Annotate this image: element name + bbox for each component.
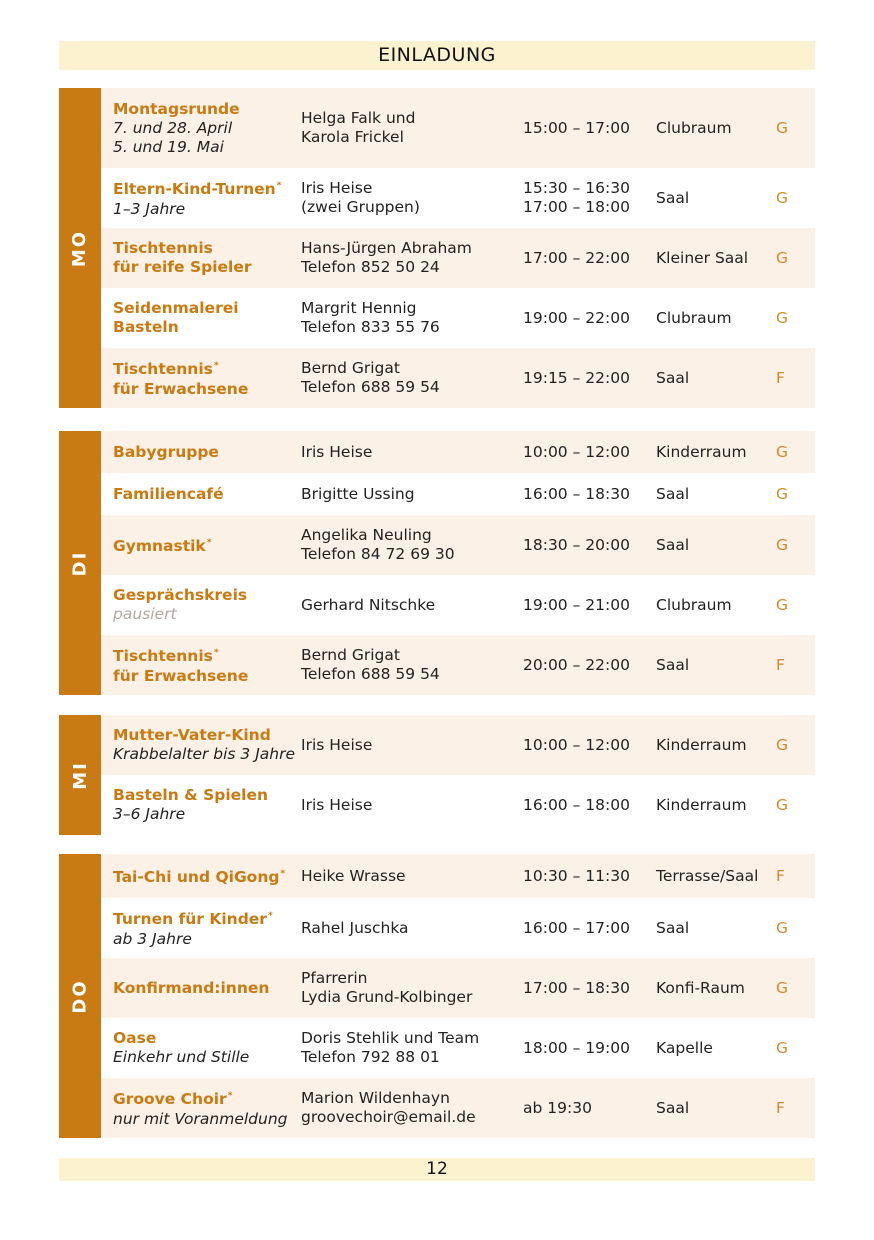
time-cell (523, 958, 630, 1018)
contact-cell (301, 288, 440, 348)
asterisk-marker: * (206, 537, 212, 548)
time-cell (523, 575, 630, 635)
contact-line: Rahel Juschka (301, 918, 409, 937)
time-cell (523, 635, 630, 695)
activity-subtitle: nur mit Voranmeldung (113, 1109, 288, 1128)
room-cell: Kapelle (656, 1038, 713, 1057)
activity-title: Tischtennis (113, 239, 213, 257)
schedule-row (101, 168, 815, 228)
asterisk-marker: * (227, 1091, 233, 1102)
activity-title-line (113, 907, 273, 929)
contact-cell (301, 958, 472, 1018)
schedule-row (101, 348, 815, 408)
contact-line: Telefon 688 59 54 (301, 378, 440, 396)
contact-cell (301, 635, 440, 695)
activity-title-line (113, 357, 248, 379)
activity-title: Tischtennis (113, 647, 213, 666)
contact-line: Bernd Grigat (301, 359, 400, 377)
contact-cell (301, 473, 415, 515)
contact-line: Margrit Hennig (301, 299, 417, 317)
room-cell: Saal (656, 1098, 690, 1117)
asterisk-marker: * (267, 911, 273, 922)
day-label-band (59, 431, 101, 695)
contact-line: Telefon 792 88 01 (301, 1048, 440, 1066)
activity-title-line (113, 485, 224, 504)
fee-code: G (776, 978, 789, 997)
contact-line: Iris Heise (301, 735, 373, 754)
asterisk-marker: * (213, 648, 219, 659)
time-line: 17:00 – 18:30 (523, 978, 630, 997)
time-line: 19:15 – 22:00 (523, 368, 630, 387)
room-cell: Saal (656, 535, 690, 554)
contact-line: Bernd Grigat (301, 646, 400, 664)
contact-line: Gerhard Nitschke (301, 595, 436, 614)
activity-title-line (113, 177, 281, 199)
contact-cell (301, 898, 409, 958)
activity-title-second-line: für reife Spieler (113, 258, 252, 276)
schedule-row (101, 515, 815, 575)
time-cell (523, 775, 630, 835)
activity-title: Seidenmalerei (113, 299, 239, 317)
activity-title-line (113, 726, 295, 745)
activity-cell (113, 88, 240, 168)
activity-title: Basteln & Spielen (113, 786, 269, 804)
asterisk-marker: * (213, 361, 219, 372)
schedule-row (101, 958, 815, 1018)
contact-cell (301, 168, 420, 228)
day-label-band (59, 854, 101, 1138)
time-line: 10:00 – 12:00 (523, 735, 630, 754)
contact-line: Telefon 852 50 24 (301, 258, 440, 276)
time-line: 10:30 – 11:30 (523, 866, 630, 885)
page-header: EINLADUNG (59, 41, 815, 70)
day-label: MO (69, 229, 91, 267)
contact-line: Heike Wrasse (301, 866, 406, 885)
room-cell: Saal (656, 188, 690, 207)
activity-cell (113, 288, 239, 348)
activity-title: Tai-Chi und QiGong (113, 868, 280, 887)
activity-title-line (113, 534, 211, 556)
activity-title-line (113, 443, 219, 462)
schedule-rows (101, 88, 815, 408)
activity-title-line (113, 979, 269, 998)
activity-subtitle: ab 3 Jahre (113, 929, 192, 948)
activity-title-line (113, 239, 252, 258)
contact-line: Lydia Grund-Kolbinger (301, 988, 473, 1006)
asterisk-marker: * (280, 868, 286, 879)
activity-title: Tischtennis (113, 360, 213, 379)
schedule-row (101, 854, 815, 898)
activity-title: Montagsrunde (113, 99, 240, 118)
fee-code: G (776, 118, 789, 137)
activity-title: Familiencafé (113, 484, 224, 503)
schedule-rows (101, 431, 815, 695)
contact-cell (301, 88, 415, 168)
contact-line: Pfarrerin (301, 969, 368, 987)
room-cell: Konfi-Raum (656, 978, 745, 997)
activity-cell (113, 715, 295, 775)
time-cell (523, 473, 630, 515)
contact-cell (301, 775, 372, 835)
time-line: 17:00 – 22:00 (523, 248, 630, 267)
time-cell (523, 715, 630, 775)
fee-code: G (776, 795, 789, 814)
schedule-row (101, 775, 815, 835)
activity-cell (113, 958, 269, 1018)
time-cell (523, 1018, 630, 1078)
activity-title-second-line: für Erwachsene (113, 666, 249, 685)
contact-cell (301, 1078, 476, 1138)
day-section-mo (59, 88, 815, 408)
activity-subtitle: Krabbelalter bis 3 Jahre (113, 745, 296, 763)
room-cell: Saal (656, 655, 690, 674)
asterisk-marker: * (276, 181, 282, 192)
activity-cell (113, 168, 281, 228)
activity-cell (113, 854, 285, 898)
activity-subtitle: pausiert (113, 605, 177, 623)
day-label-band (59, 88, 101, 408)
day-section-di (59, 431, 815, 695)
room-cell: Saal (656, 484, 690, 503)
activity-cell (113, 1018, 249, 1078)
time-cell (523, 168, 630, 228)
day-section-do (59, 854, 815, 1138)
time-cell (523, 431, 630, 473)
time-line: 19:00 – 21:00 (523, 595, 630, 614)
time-cell (523, 88, 630, 168)
schedule-row (101, 898, 815, 958)
fee-code: G (776, 442, 789, 461)
schedule-row (101, 228, 815, 288)
room-cell: Saal (656, 368, 690, 387)
contact-line: Angelika Neuling (301, 526, 432, 544)
room-cell: Clubraum (656, 595, 732, 614)
contact-line: Helga Falk und (301, 109, 416, 127)
contact-line: Iris Heise (301, 179, 373, 197)
contact-line: Telefon 833 55 76 (301, 318, 440, 336)
time-cell (523, 228, 630, 288)
time-line: 15:00 – 17:00 (523, 118, 630, 137)
time-cell (523, 898, 630, 958)
contact-line: Telefon 84 72 69 30 (301, 545, 455, 563)
fee-code: F (776, 866, 785, 885)
day-label: MI (69, 760, 91, 790)
time-cell (523, 854, 630, 898)
activity-title: Groove Choir (113, 1090, 227, 1109)
fee-code: G (776, 735, 789, 754)
activity-subtitle: 1–3 Jahre (113, 199, 186, 218)
day-label: DI (69, 550, 91, 576)
activity-title-line (113, 865, 285, 887)
time-cell (523, 1078, 592, 1138)
time-line: 10:00 – 12:00 (523, 442, 630, 461)
contact-line: Marion Wildenhayn (301, 1089, 450, 1107)
contact-cell (301, 228, 472, 288)
room-cell: Kinderraum (656, 795, 747, 814)
contact-cell (301, 348, 440, 408)
activity-title: Babygruppe (113, 442, 219, 461)
activity-cell (113, 775, 268, 835)
contact-cell (301, 515, 455, 575)
schedule-rows (101, 715, 815, 835)
room-cell: Saal (656, 918, 690, 937)
time-line: 16:00 – 18:00 (523, 795, 630, 814)
activity-cell (113, 473, 224, 515)
activity-cell (113, 635, 248, 695)
room-cell: Clubraum (656, 118, 732, 137)
activity-cell (113, 348, 248, 408)
activity-title: Gesprächskreis (113, 586, 248, 604)
schedule-row (101, 288, 815, 348)
contact-cell (301, 1018, 479, 1078)
time-line: ab 19:30 (523, 1098, 592, 1117)
activity-subtitle: Einkehr und Stille (113, 1048, 250, 1066)
contact-line: Telefon 688 59 54 (301, 665, 440, 683)
fee-code: G (776, 595, 789, 614)
time-line: 18:30 – 20:00 (523, 535, 630, 554)
schedule-row (101, 575, 815, 635)
schedule-row (101, 635, 815, 695)
contact-line: Karola Frickel (301, 128, 404, 146)
room-cell: Kinderraum (656, 442, 747, 461)
activity-title-line (113, 1029, 249, 1048)
room-cell: Clubraum (656, 308, 732, 327)
fee-code: F (776, 655, 785, 674)
room-cell: Terrasse/Saal (656, 866, 759, 885)
activity-title: Gymnastik (113, 537, 206, 556)
activity-title: Turnen für Kinder (113, 910, 267, 929)
contact-cell (301, 575, 435, 635)
schedule-row (101, 1078, 815, 1138)
activity-subtitle: 3–6 Jahre (113, 805, 186, 823)
activity-title-second-line: Basteln (113, 318, 179, 336)
activity-title: Mutter-Vater-Kind (113, 726, 271, 744)
contact-line: Hans-Jürgen Abraham (301, 239, 472, 257)
fee-code: F (776, 1098, 785, 1117)
schedule-row (101, 431, 815, 473)
fee-code: G (776, 484, 789, 503)
activity-cell (113, 515, 211, 575)
activity-subtitle: 7. und 28. April (113, 118, 233, 137)
activity-title: Eltern-Kind-Turnen (113, 180, 276, 199)
contact-line: Doris Stehlik und Team (301, 1029, 480, 1047)
activity-title-line (113, 586, 247, 605)
contact-cell (301, 431, 372, 473)
time-line: 18:00 – 19:00 (523, 1038, 630, 1057)
activity-cell (113, 898, 273, 958)
time-line: 19:00 – 22:00 (523, 308, 630, 327)
schedule-row (101, 473, 815, 515)
time-line: 15:30 – 16:30 (523, 179, 630, 197)
activity-cell (113, 1078, 288, 1138)
day-label-band (59, 715, 101, 835)
time-cell (523, 515, 630, 575)
time-line: 16:00 – 18:30 (523, 484, 630, 503)
day-section-mi (59, 715, 815, 835)
schedule-rows (101, 854, 815, 1138)
fee-code: G (776, 535, 789, 554)
fee-code: G (776, 188, 789, 207)
fee-code: G (776, 1038, 789, 1057)
activity-title-line (113, 786, 268, 805)
contact-cell (301, 715, 372, 775)
activity-cell (113, 575, 247, 635)
fee-code: F (776, 368, 785, 387)
contact-line: Iris Heise (301, 442, 373, 461)
page-number: 12 (59, 1158, 815, 1181)
activity-title-second-line: für Erwachsene (113, 379, 249, 398)
fee-code: G (776, 248, 789, 267)
fee-code: G (776, 918, 789, 937)
time-line: 20:00 – 22:00 (523, 655, 630, 674)
activity-title: Konfirmand:innen (113, 978, 270, 997)
room-cell: Kleiner Saal (656, 248, 749, 267)
activity-title-line (113, 299, 239, 318)
contact-cell (301, 854, 406, 898)
time-cell (523, 348, 630, 408)
fee-code: G (776, 308, 789, 327)
time-line: 17:00 – 18:00 (523, 198, 630, 216)
activity-subtitle: 5. und 19. Mai (113, 137, 224, 156)
contact-line: groovechoir@email.de (301, 1108, 476, 1126)
schedule-row (101, 1018, 815, 1078)
day-label: DO (69, 978, 91, 1014)
time-cell (523, 288, 630, 348)
activity-title: Oase (113, 1029, 157, 1047)
activity-cell (113, 228, 252, 288)
activity-title-line (113, 1087, 288, 1109)
contact-line: (zwei Gruppen) (301, 198, 420, 216)
contact-line: Brigitte Ussing (301, 484, 415, 503)
schedule-row (101, 715, 815, 775)
schedule-row (101, 88, 815, 168)
activity-title-line (113, 100, 240, 119)
contact-line: Iris Heise (301, 795, 373, 814)
time-line: 16:00 – 17:00 (523, 918, 630, 937)
activity-title-line (113, 644, 248, 666)
room-cell: Kinderraum (656, 735, 747, 754)
activity-cell (113, 431, 219, 473)
